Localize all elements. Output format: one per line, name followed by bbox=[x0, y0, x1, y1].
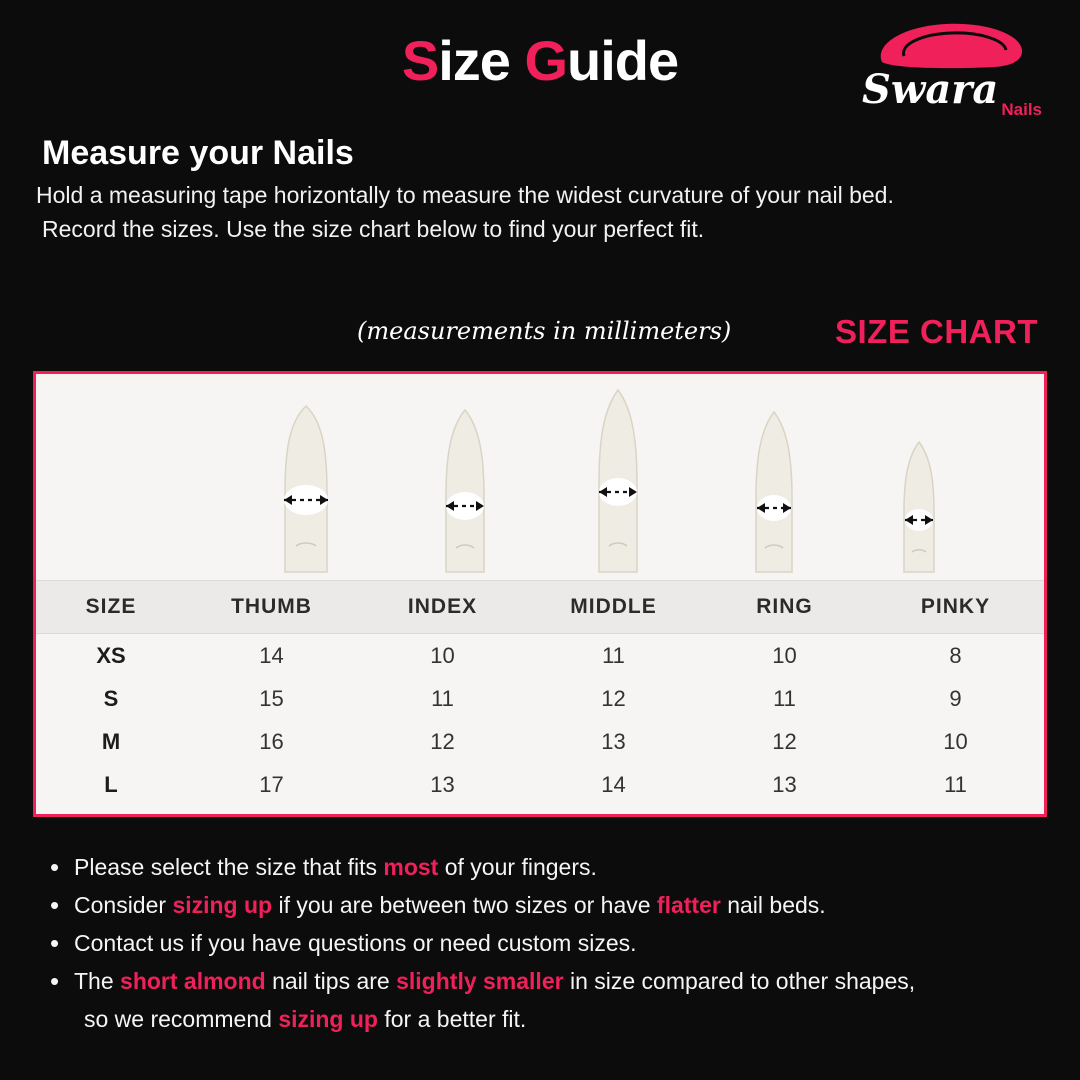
cell-thumb: 16 bbox=[259, 728, 284, 754]
column-header-ring: RING bbox=[756, 595, 813, 618]
table-row bbox=[36, 677, 1044, 720]
title-part-uide: uide bbox=[567, 29, 679, 92]
cell-thumb: 15 bbox=[259, 685, 284, 711]
column-header-middle: MIDDLE bbox=[570, 595, 657, 618]
size-chart-card bbox=[33, 371, 1047, 817]
table-row bbox=[36, 763, 1044, 806]
cell-ring: 12 bbox=[772, 728, 797, 754]
cell-index: 13 bbox=[430, 771, 455, 797]
list-item bbox=[44, 924, 1044, 962]
note-text-post: nail beds. bbox=[720, 892, 826, 918]
cell-size: L bbox=[104, 771, 118, 797]
thumb-nail-illustration bbox=[260, 396, 352, 574]
note-highlight-2: flatter bbox=[656, 892, 721, 918]
measure-instruction-line-1: Hold a measuring tape horizontally to measure the widest curvature of your nail bed. bbox=[36, 182, 894, 208]
cell-index: 10 bbox=[430, 642, 455, 668]
measure-heading: Measure your Nails bbox=[42, 134, 354, 172]
note-text-pre: The bbox=[74, 968, 121, 994]
note-text-post: of your fingers. bbox=[438, 854, 597, 880]
table-row bbox=[36, 634, 1044, 677]
note-text-mid: if you are between two sizes or have bbox=[272, 892, 657, 918]
note-text-pre: Please select the size that fits bbox=[74, 854, 384, 880]
nail-polish-swoosh-icon bbox=[874, 22, 1024, 70]
cell-middle: 13 bbox=[601, 728, 626, 754]
title-part-ize: ize bbox=[438, 29, 525, 92]
note-text-pre: Contact us if you have questions or need custom sizes. bbox=[74, 930, 637, 956]
cell-thumb: 14 bbox=[259, 642, 284, 668]
note-text-mid: nail tips are bbox=[265, 968, 397, 994]
cell-middle: 12 bbox=[601, 685, 626, 711]
cell-index: 11 bbox=[431, 685, 454, 711]
cell-ring: 11 bbox=[773, 685, 796, 711]
note-cont-highlight: sizing up bbox=[278, 1006, 378, 1032]
note-text-post: in size compared to other shapes, bbox=[563, 968, 916, 994]
cell-size: M bbox=[101, 728, 121, 754]
cell-ring: 13 bbox=[772, 771, 797, 797]
cell-pinky: 11 bbox=[944, 771, 967, 797]
list-item bbox=[44, 848, 1044, 886]
pinky-nail-illustration bbox=[884, 428, 954, 574]
brand-name: Swara bbox=[862, 66, 999, 113]
title-part-s: S bbox=[401, 29, 439, 92]
table-row bbox=[36, 720, 1044, 763]
cell-middle: 11 bbox=[602, 642, 625, 668]
cell-thumb: 17 bbox=[259, 771, 284, 797]
cell-pinky: 9 bbox=[949, 685, 962, 711]
size-chart-label: SIZE CHART bbox=[835, 313, 1038, 350]
column-header-index: INDEX bbox=[407, 595, 478, 618]
title-part-g: G bbox=[524, 29, 568, 92]
brand-logo bbox=[852, 22, 1042, 132]
ring-nail-illustration bbox=[734, 398, 814, 574]
table-header-row bbox=[36, 580, 1044, 634]
note-continuation bbox=[74, 1000, 1044, 1038]
note-highlight: sizing up bbox=[172, 892, 273, 918]
notes-list bbox=[44, 848, 1044, 1038]
cell-ring: 10 bbox=[772, 642, 797, 668]
note-highlight: short almond bbox=[120, 968, 266, 994]
column-header-pinky: PINKY bbox=[920, 595, 991, 618]
list-item bbox=[44, 962, 1044, 1038]
middle-nail-illustration bbox=[576, 384, 660, 574]
column-header-size: SIZE bbox=[85, 595, 137, 618]
cell-size: S bbox=[103, 685, 119, 711]
cell-pinky: 10 bbox=[943, 728, 968, 754]
note-highlight-2: slightly smaller bbox=[396, 968, 564, 994]
column-header-thumb: THUMB bbox=[231, 595, 312, 618]
note-text-pre: Consider bbox=[74, 892, 173, 918]
list-item bbox=[44, 886, 1044, 924]
note-cont-pre: so we recommend bbox=[84, 1006, 279, 1032]
note-highlight: most bbox=[383, 854, 439, 880]
cell-middle: 14 bbox=[601, 771, 626, 797]
brand-subtitle: Nails bbox=[1001, 100, 1042, 119]
cell-size: XS bbox=[96, 642, 126, 668]
nail-illustrations-row bbox=[36, 374, 1044, 580]
cell-pinky: 8 bbox=[949, 642, 962, 668]
index-nail-illustration bbox=[422, 396, 508, 574]
note-cont-post: for a better fit. bbox=[377, 1006, 527, 1032]
cell-index: 12 bbox=[430, 728, 455, 754]
units-note: (measurements in millimeters) bbox=[357, 317, 732, 345]
measure-instruction-line-2: Record the sizes. Use the size chart below to find your perfect fit. bbox=[42, 216, 705, 242]
